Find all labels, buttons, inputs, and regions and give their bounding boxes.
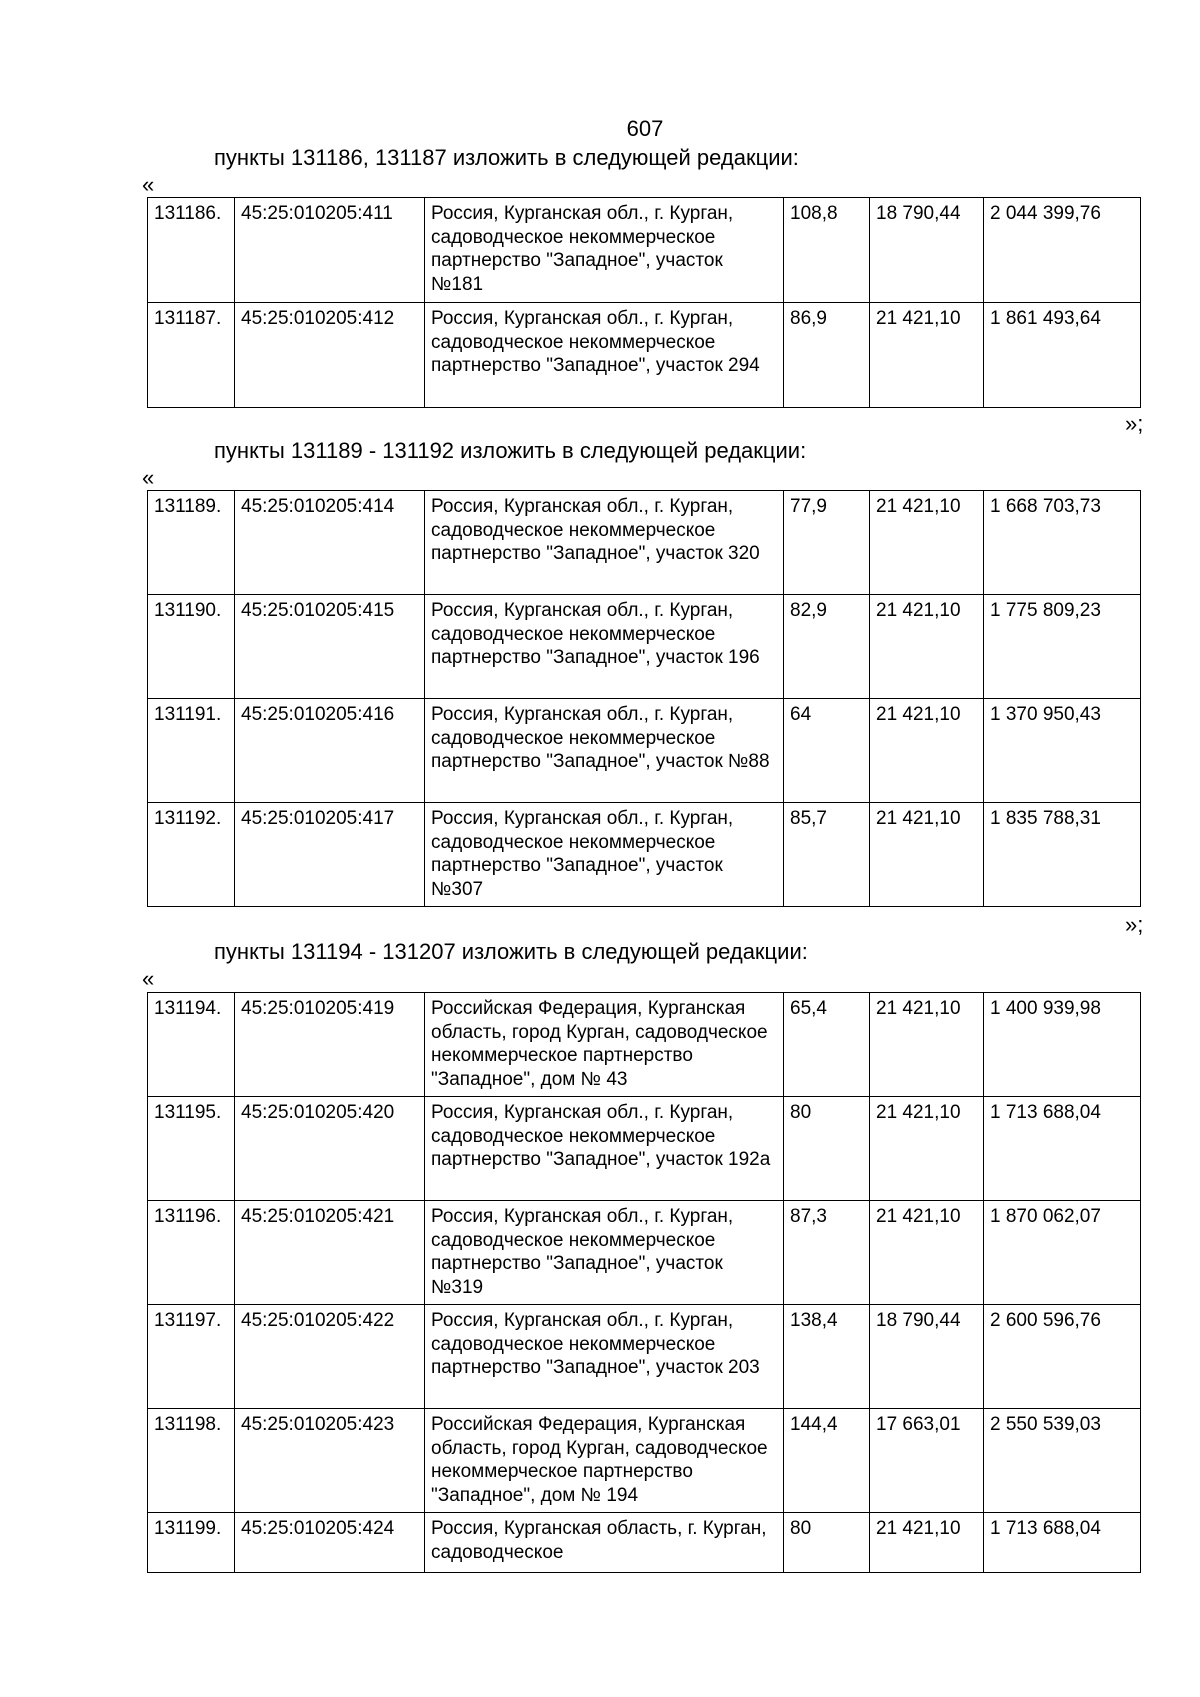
table-row: [148, 1097, 1141, 1201]
unit-price: 21 421,10: [870, 303, 984, 408]
unit-price: 21 421,10: [870, 1513, 984, 1573]
area: 85,7: [784, 803, 870, 907]
item-number: 131194.: [148, 993, 235, 1097]
item-number: 131190.: [148, 595, 235, 699]
area: 144,4: [784, 1409, 870, 1513]
area: 80: [784, 1513, 870, 1573]
close-quote: »;: [1125, 411, 1144, 436]
table-row: [148, 1201, 1141, 1305]
unit-price: 21 421,10: [870, 993, 984, 1097]
amendment-table: [147, 197, 1141, 408]
address: Россия, Курганская обл., г. Курган, садоводческое некоммерческое партнерство "Западное", участок 192а: [425, 1097, 784, 1201]
area: 65,4: [784, 993, 870, 1097]
unit-price: 21 421,10: [870, 491, 984, 595]
item-number: 131199.: [148, 1513, 235, 1573]
cadastral-number: 45:25:010205:421: [235, 1201, 425, 1305]
total-value: 1 835 788,31: [984, 803, 1141, 907]
cadastral-number: 45:25:010205:412: [235, 303, 425, 408]
open-quote: «: [142, 172, 155, 197]
cadastral-number: 45:25:010205:414: [235, 491, 425, 595]
address: Россия, Курганская обл., г. Курган, садоводческое некоммерческое партнерство "Западное", участок №319: [425, 1201, 784, 1305]
cadastral-number: 45:25:010205:419: [235, 993, 425, 1097]
item-number: 131197.: [148, 1305, 235, 1409]
address: Россия, Курганская обл., г. Курган, садоводческое некоммерческое партнерство "Западное", участок 203: [425, 1305, 784, 1409]
item-number: 131186.: [148, 198, 235, 303]
area: 87,3: [784, 1201, 870, 1305]
section-intro: пункты 131189 - 131192 изложить в следующей редакции:: [214, 438, 807, 463]
total-value: 2 044 399,76: [984, 198, 1141, 303]
address: Россия, Курганская обл., г. Курган, садоводческое некоммерческое партнерство "Западное", участок 294: [425, 303, 784, 408]
table-row: [148, 1305, 1141, 1409]
open-quote: «: [142, 465, 155, 490]
area: 86,9: [784, 303, 870, 408]
section-intro: пункты 131186, 131187 изложить в следующей редакции:: [214, 145, 799, 170]
address: Россия, Курганская обл., г. Курган, садоводческое некоммерческое партнерство "Западное", участок 196: [425, 595, 784, 699]
area: 108,8: [784, 198, 870, 303]
table-row: [148, 1409, 1141, 1513]
close-quote: »;: [1125, 912, 1144, 937]
item-number: 131196.: [148, 1201, 235, 1305]
unit-price: 18 790,44: [870, 198, 984, 303]
unit-price: 21 421,10: [870, 699, 984, 803]
address: Россия, Курганская обл., г. Курган, садоводческое некоммерческое партнерство "Западное", участок №307: [425, 803, 784, 907]
table-row: [148, 699, 1141, 803]
table-row: [148, 198, 1141, 303]
address: Российская Федерация, Курганская область, город Курган, садоводческое некоммерческое партнерство "Западное", дом № 194: [425, 1409, 784, 1513]
total-value: 1 870 062,07: [984, 1201, 1141, 1305]
item-number: 131191.: [148, 699, 235, 803]
unit-price: 21 421,10: [870, 803, 984, 907]
table-row: [148, 303, 1141, 408]
area: 64: [784, 699, 870, 803]
open-quote: «: [142, 966, 155, 991]
area: 82,9: [784, 595, 870, 699]
total-value: 1 668 703,73: [984, 491, 1141, 595]
table-row: [148, 491, 1141, 595]
amendment-table: [147, 992, 1141, 1573]
table-row: [148, 1513, 1141, 1573]
total-value: 1 400 939,98: [984, 993, 1141, 1097]
total-value: 1 370 950,43: [984, 699, 1141, 803]
item-number: 131195.: [148, 1097, 235, 1201]
item-number: 131187.: [148, 303, 235, 408]
page-number: 607: [626, 116, 664, 141]
cadastral-number: 45:25:010205:424: [235, 1513, 425, 1573]
cadastral-number: 45:25:010205:420: [235, 1097, 425, 1201]
address: Россия, Курганская обл., г. Курган, садоводческое некоммерческое партнерство "Западное", участок 320: [425, 491, 784, 595]
unit-price: 21 421,10: [870, 1097, 984, 1201]
unit-price: 21 421,10: [870, 1201, 984, 1305]
address: Россия, Курганская обл., г. Курган, садоводческое некоммерческое партнерство "Западное", участок №88: [425, 699, 784, 803]
cadastral-number: 45:25:010205:417: [235, 803, 425, 907]
area: 77,9: [784, 491, 870, 595]
address: Россия, Курганская область, г. Курган, садоводческое: [425, 1513, 784, 1573]
amendment-table: [147, 490, 1141, 907]
unit-price: 18 790,44: [870, 1305, 984, 1409]
cadastral-number: 45:25:010205:422: [235, 1305, 425, 1409]
address: Российская Федерация, Курганская область, город Курган, садоводческое некоммерческое партнерство "Западное", дом № 43: [425, 993, 784, 1097]
table-row: [148, 993, 1141, 1097]
table-row: [148, 803, 1141, 907]
total-value: 1 713 688,04: [984, 1097, 1141, 1201]
address: Россия, Курганская обл., г. Курган, садоводческое некоммерческое партнерство "Западное", участок №181: [425, 198, 784, 303]
item-number: 131192.: [148, 803, 235, 907]
unit-price: 17 663,01: [870, 1409, 984, 1513]
total-value: 1 713 688,04: [984, 1513, 1141, 1573]
cadastral-number: 45:25:010205:423: [235, 1409, 425, 1513]
total-value: 2 600 596,76: [984, 1305, 1141, 1409]
area: 138,4: [784, 1305, 870, 1409]
cadastral-number: 45:25:010205:411: [235, 198, 425, 303]
unit-price: 21 421,10: [870, 595, 984, 699]
item-number: 131189.: [148, 491, 235, 595]
table-row: [148, 595, 1141, 699]
cadastral-number: 45:25:010205:415: [235, 595, 425, 699]
total-value: 2 550 539,03: [984, 1409, 1141, 1513]
total-value: 1 775 809,23: [984, 595, 1141, 699]
total-value: 1 861 493,64: [984, 303, 1141, 408]
section-intro: пункты 131194 - 131207 изложить в следующей редакции:: [214, 939, 808, 964]
cadastral-number: 45:25:010205:416: [235, 699, 425, 803]
area: 80: [784, 1097, 870, 1201]
item-number: 131198.: [148, 1409, 235, 1513]
